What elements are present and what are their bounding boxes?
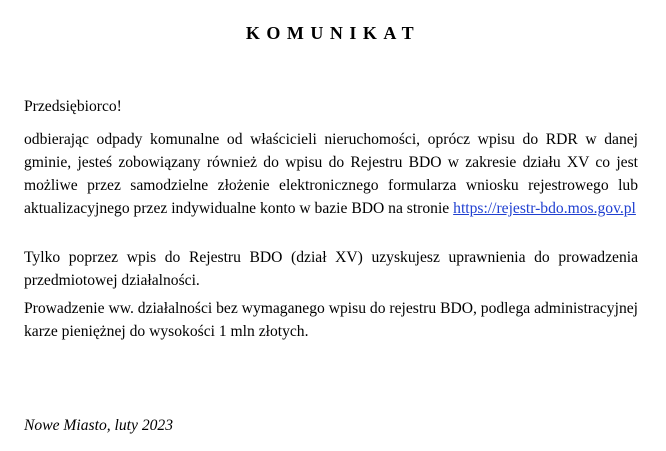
- paragraph-registration-text: odbierając odpady komunalne od właścicieli nieruchomości, oprócz wpisu do RDR w danej gminie, jesteś zobowiązany również do wpisu do Rejestru BDO w zakresie działu XV co jest możliwe przez samodzielne złożenie elektronicznego formularza wniosku rejestrowego lub aktualizacyjnego przez indywidualne konto w bazie BDO na stronie: [24, 131, 638, 217]
- place-date-signature: Nowe Miasto, luty 2023: [24, 417, 174, 434]
- bdo-register-link[interactable]: https://rejestr-bdo.mos.gov.pl: [453, 200, 636, 217]
- page-title: KOMUNIKAT: [245, 23, 421, 43]
- paragraph-registration-info: [24, 128, 638, 220]
- paragraph-penalty: Prowadzenie ww. działalności bez wymaganego wpisu do rejestru BDO, podlega administracyjnej karze pieniężnej do wysokości 1 mln złotych.: [24, 300, 638, 340]
- greeting: Przedsiębiorco!: [24, 98, 122, 115]
- paragraph-permissions: Tylko poprzez wpis do Rejestru BDO (dział XV) uzyskujesz uprawnienia do prowadzenia przedmiotowej działalności.: [24, 249, 638, 289]
